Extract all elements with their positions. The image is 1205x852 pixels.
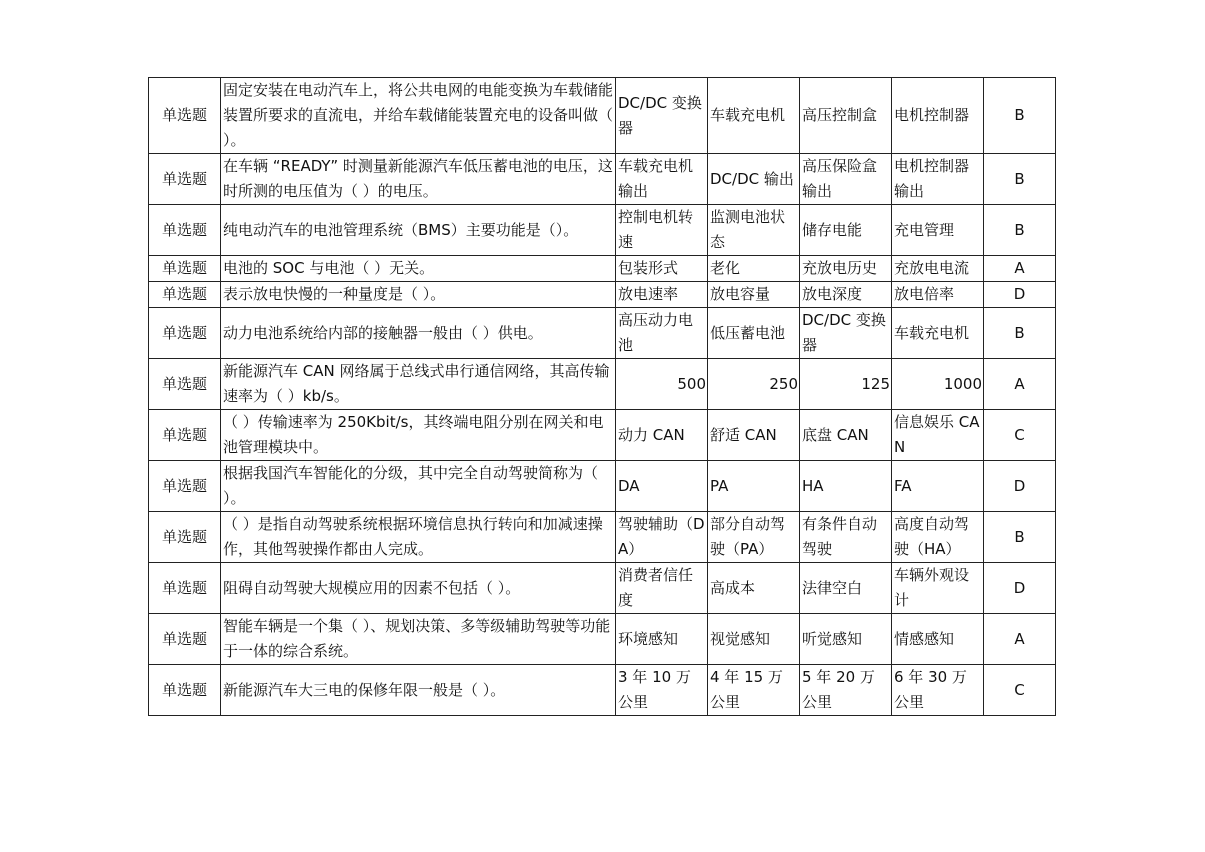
option-a: 控制电机转速: [616, 205, 708, 256]
option-d: 信息娱乐 CAN: [892, 410, 984, 461]
question-type: 单选题: [149, 461, 221, 512]
table-row: [149, 282, 1056, 308]
table-row: [149, 563, 1056, 614]
option-d: 情感感知: [892, 614, 984, 665]
question-text: （ ）传输速率为 250Kbit/s，其终端电阻分别在网关和电池管理模块中。: [221, 410, 616, 461]
question-type: 单选题: [149, 154, 221, 205]
table-row: [149, 665, 1056, 716]
question-text: 新能源汽车 CAN 网络属于总线式串行通信网络，其高传输速率为（ ）kb/s。: [221, 359, 616, 410]
option-a: 驾驶辅助（DA）: [616, 512, 708, 563]
option-c: 有条件自动驾驶: [800, 512, 892, 563]
answer: D: [984, 461, 1056, 512]
option-a: DA: [616, 461, 708, 512]
answer: B: [984, 154, 1056, 205]
question-type: 单选题: [149, 665, 221, 716]
option-a: 环境感知: [616, 614, 708, 665]
table-row: [149, 256, 1056, 282]
answer: D: [984, 282, 1056, 308]
option-c: 底盘 CAN: [800, 410, 892, 461]
question-type: 单选题: [149, 512, 221, 563]
option-d: 充放电电流: [892, 256, 984, 282]
answer: D: [984, 563, 1056, 614]
option-b: 视觉感知: [708, 614, 800, 665]
option-d: 放电倍率: [892, 282, 984, 308]
option-b: 高成本: [708, 563, 800, 614]
option-c: 储存电能: [800, 205, 892, 256]
option-d: FA: [892, 461, 984, 512]
question-type: 单选题: [149, 78, 221, 154]
option-b: 监测电池状态: [708, 205, 800, 256]
table-row: [149, 78, 1056, 154]
option-a: 动力 CAN: [616, 410, 708, 461]
option-d: 电机控制器: [892, 78, 984, 154]
option-c: 5 年 20 万公里: [800, 665, 892, 716]
table-row: [149, 359, 1056, 410]
question-type: 单选题: [149, 614, 221, 665]
option-b: 部分自动驾驶（PA）: [708, 512, 800, 563]
answer: A: [984, 614, 1056, 665]
table-row: [149, 512, 1056, 563]
option-b: 低压蓄电池: [708, 308, 800, 359]
table-row: [149, 154, 1056, 205]
option-c: 125: [800, 359, 892, 410]
option-c: 放电深度: [800, 282, 892, 308]
answer: C: [984, 410, 1056, 461]
answer: A: [984, 256, 1056, 282]
question-text: （ ）是指自动驾驶系统根据环境信息执行转向和加减速操作，其他驾驶操作都由人完成。: [221, 512, 616, 563]
option-b: PA: [708, 461, 800, 512]
answer: B: [984, 205, 1056, 256]
question-type: 单选题: [149, 563, 221, 614]
option-d: 车辆外观设计: [892, 563, 984, 614]
option-a: 放电速率: [616, 282, 708, 308]
question-type: 单选题: [149, 410, 221, 461]
option-c: 高压保险盒输出: [800, 154, 892, 205]
option-c: 听觉感知: [800, 614, 892, 665]
option-a: 车载充电机输出: [616, 154, 708, 205]
option-a: 3 年 10 万公里: [616, 665, 708, 716]
question-text: 智能车辆是一个集（ ）、规划决策、多等级辅助驾驶等功能于一体的综合系统。: [221, 614, 616, 665]
option-c: DC/DC 变换器: [800, 308, 892, 359]
answer: B: [984, 512, 1056, 563]
option-d: 高度自动驾驶（HA）: [892, 512, 984, 563]
table-row: [149, 410, 1056, 461]
question-text: 在车辆 “READY” 时测量新能源汽车低压蓄电池的电压，这时所测的电压值为（ ）的电压。: [221, 154, 616, 205]
table-row: [149, 461, 1056, 512]
question-table: [148, 77, 1056, 716]
option-a: 500: [616, 359, 708, 410]
answer: B: [984, 78, 1056, 154]
question-text: 纯电动汽车的电池管理系统（BMS）主要功能是（）。: [221, 205, 616, 256]
question-type: 单选题: [149, 205, 221, 256]
option-c: 高压控制盒: [800, 78, 892, 154]
option-b: 250: [708, 359, 800, 410]
table-row: [149, 614, 1056, 665]
question-type: 单选题: [149, 282, 221, 308]
document-page: [148, 77, 1055, 716]
question-text: 阻碍自动驾驶大规模应用的因素不包括（ ）。: [221, 563, 616, 614]
option-d: 电机控制器输出: [892, 154, 984, 205]
option-b: 老化: [708, 256, 800, 282]
option-b: 4 年 15 万公里: [708, 665, 800, 716]
question-text: 表示放电快慢的一种量度是（ ）。: [221, 282, 616, 308]
option-c: 充放电历史: [800, 256, 892, 282]
option-c: 法律空白: [800, 563, 892, 614]
answer: A: [984, 359, 1056, 410]
option-b: 舒适 CAN: [708, 410, 800, 461]
option-b: 车载充电机: [708, 78, 800, 154]
question-type: 单选题: [149, 359, 221, 410]
option-d: 充电管理: [892, 205, 984, 256]
option-a: 包装形式: [616, 256, 708, 282]
option-b: 放电容量: [708, 282, 800, 308]
table-row: [149, 308, 1056, 359]
question-text: 根据我国汽车智能化的分级，其中完全自动驾驶简称为（ ）。: [221, 461, 616, 512]
option-a: DC/DC 变换器: [616, 78, 708, 154]
option-d: 6 年 30 万公里: [892, 665, 984, 716]
table-row: [149, 205, 1056, 256]
question-text: 动力电池系统给内部的接触器一般由（ ）供电。: [221, 308, 616, 359]
option-a: 消费者信任度: [616, 563, 708, 614]
question-text: 固定安装在电动汽车上，将公共电网的电能变换为车载储能装置所要求的直流电，并给车载储能装置充电的设备叫做（ ）。: [221, 78, 616, 154]
option-d: 车载充电机: [892, 308, 984, 359]
option-a: 高压动力电池: [616, 308, 708, 359]
question-text: 电池的 SOC 与电池（ ）无关。: [221, 256, 616, 282]
option-b: DC/DC 输出: [708, 154, 800, 205]
question-type: 单选题: [149, 308, 221, 359]
question-type: 单选题: [149, 256, 221, 282]
option-d: 1000: [892, 359, 984, 410]
question-text: 新能源汽车大三电的保修年限一般是（ ）。: [221, 665, 616, 716]
option-c: HA: [800, 461, 892, 512]
answer: C: [984, 665, 1056, 716]
answer: B: [984, 308, 1056, 359]
